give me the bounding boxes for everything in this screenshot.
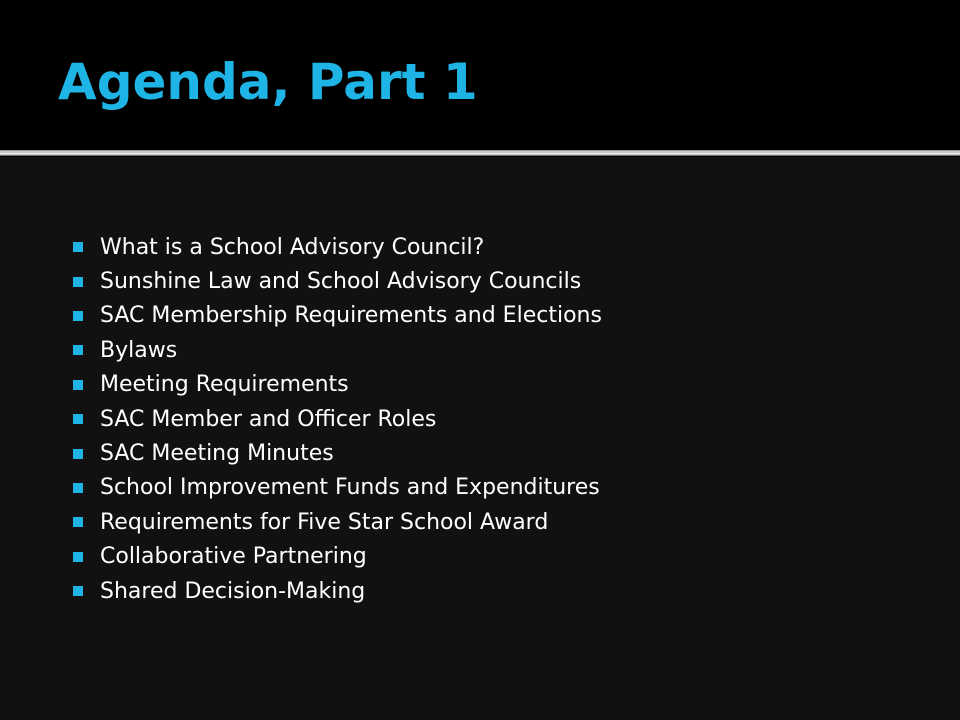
square-bullet-icon [73, 586, 83, 596]
agenda-item [73, 230, 602, 264]
agenda-item-label: Bylaws [100, 337, 178, 363]
square-bullet-icon [73, 311, 83, 321]
square-bullet-icon [73, 345, 83, 355]
square-bullet-icon [73, 552, 83, 562]
agenda-item [73, 299, 602, 333]
title-divider-highlight [0, 153, 960, 154]
square-bullet-icon [73, 380, 83, 390]
agenda-item [73, 574, 602, 608]
agenda-item-label: SAC Meeting Minutes [100, 441, 334, 467]
agenda-item [73, 368, 602, 402]
square-bullet-icon [73, 414, 83, 424]
square-bullet-icon [73, 517, 83, 527]
agenda-item-label: Meeting Requirements [100, 372, 349, 398]
agenda-item-label: School Improvement Funds and Expenditures [100, 475, 600, 501]
agenda-item-label: Shared Decision-Making [100, 578, 366, 604]
square-bullet-icon [73, 277, 83, 287]
agenda-item-label: SAC Member and Officer Roles [100, 406, 437, 432]
agenda-item [73, 333, 602, 367]
square-bullet-icon [73, 449, 83, 459]
agenda-item [73, 402, 602, 436]
slide-title: Agenda, Part 1 [58, 53, 478, 111]
agenda-item [73, 436, 602, 470]
square-bullet-icon [73, 483, 83, 493]
content-area [0, 157, 960, 720]
agenda-item-label: Collaborative Partnering [100, 544, 367, 570]
agenda-item [73, 505, 602, 539]
title-divider [0, 150, 960, 156]
agenda-item-label: Requirements for Five Star School Award [100, 509, 549, 535]
square-bullet-icon [73, 242, 83, 252]
agenda-item [73, 471, 602, 505]
agenda-item [73, 264, 602, 298]
agenda-item [73, 540, 602, 574]
agenda-list [73, 230, 602, 608]
agenda-item-label: What is a School Advisory Council? [100, 234, 485, 260]
agenda-item-label: Sunshine Law and School Advisory Councils [100, 269, 582, 295]
agenda-item-label: SAC Membership Requirements and Elections [100, 303, 602, 329]
title-band [0, 0, 960, 150]
